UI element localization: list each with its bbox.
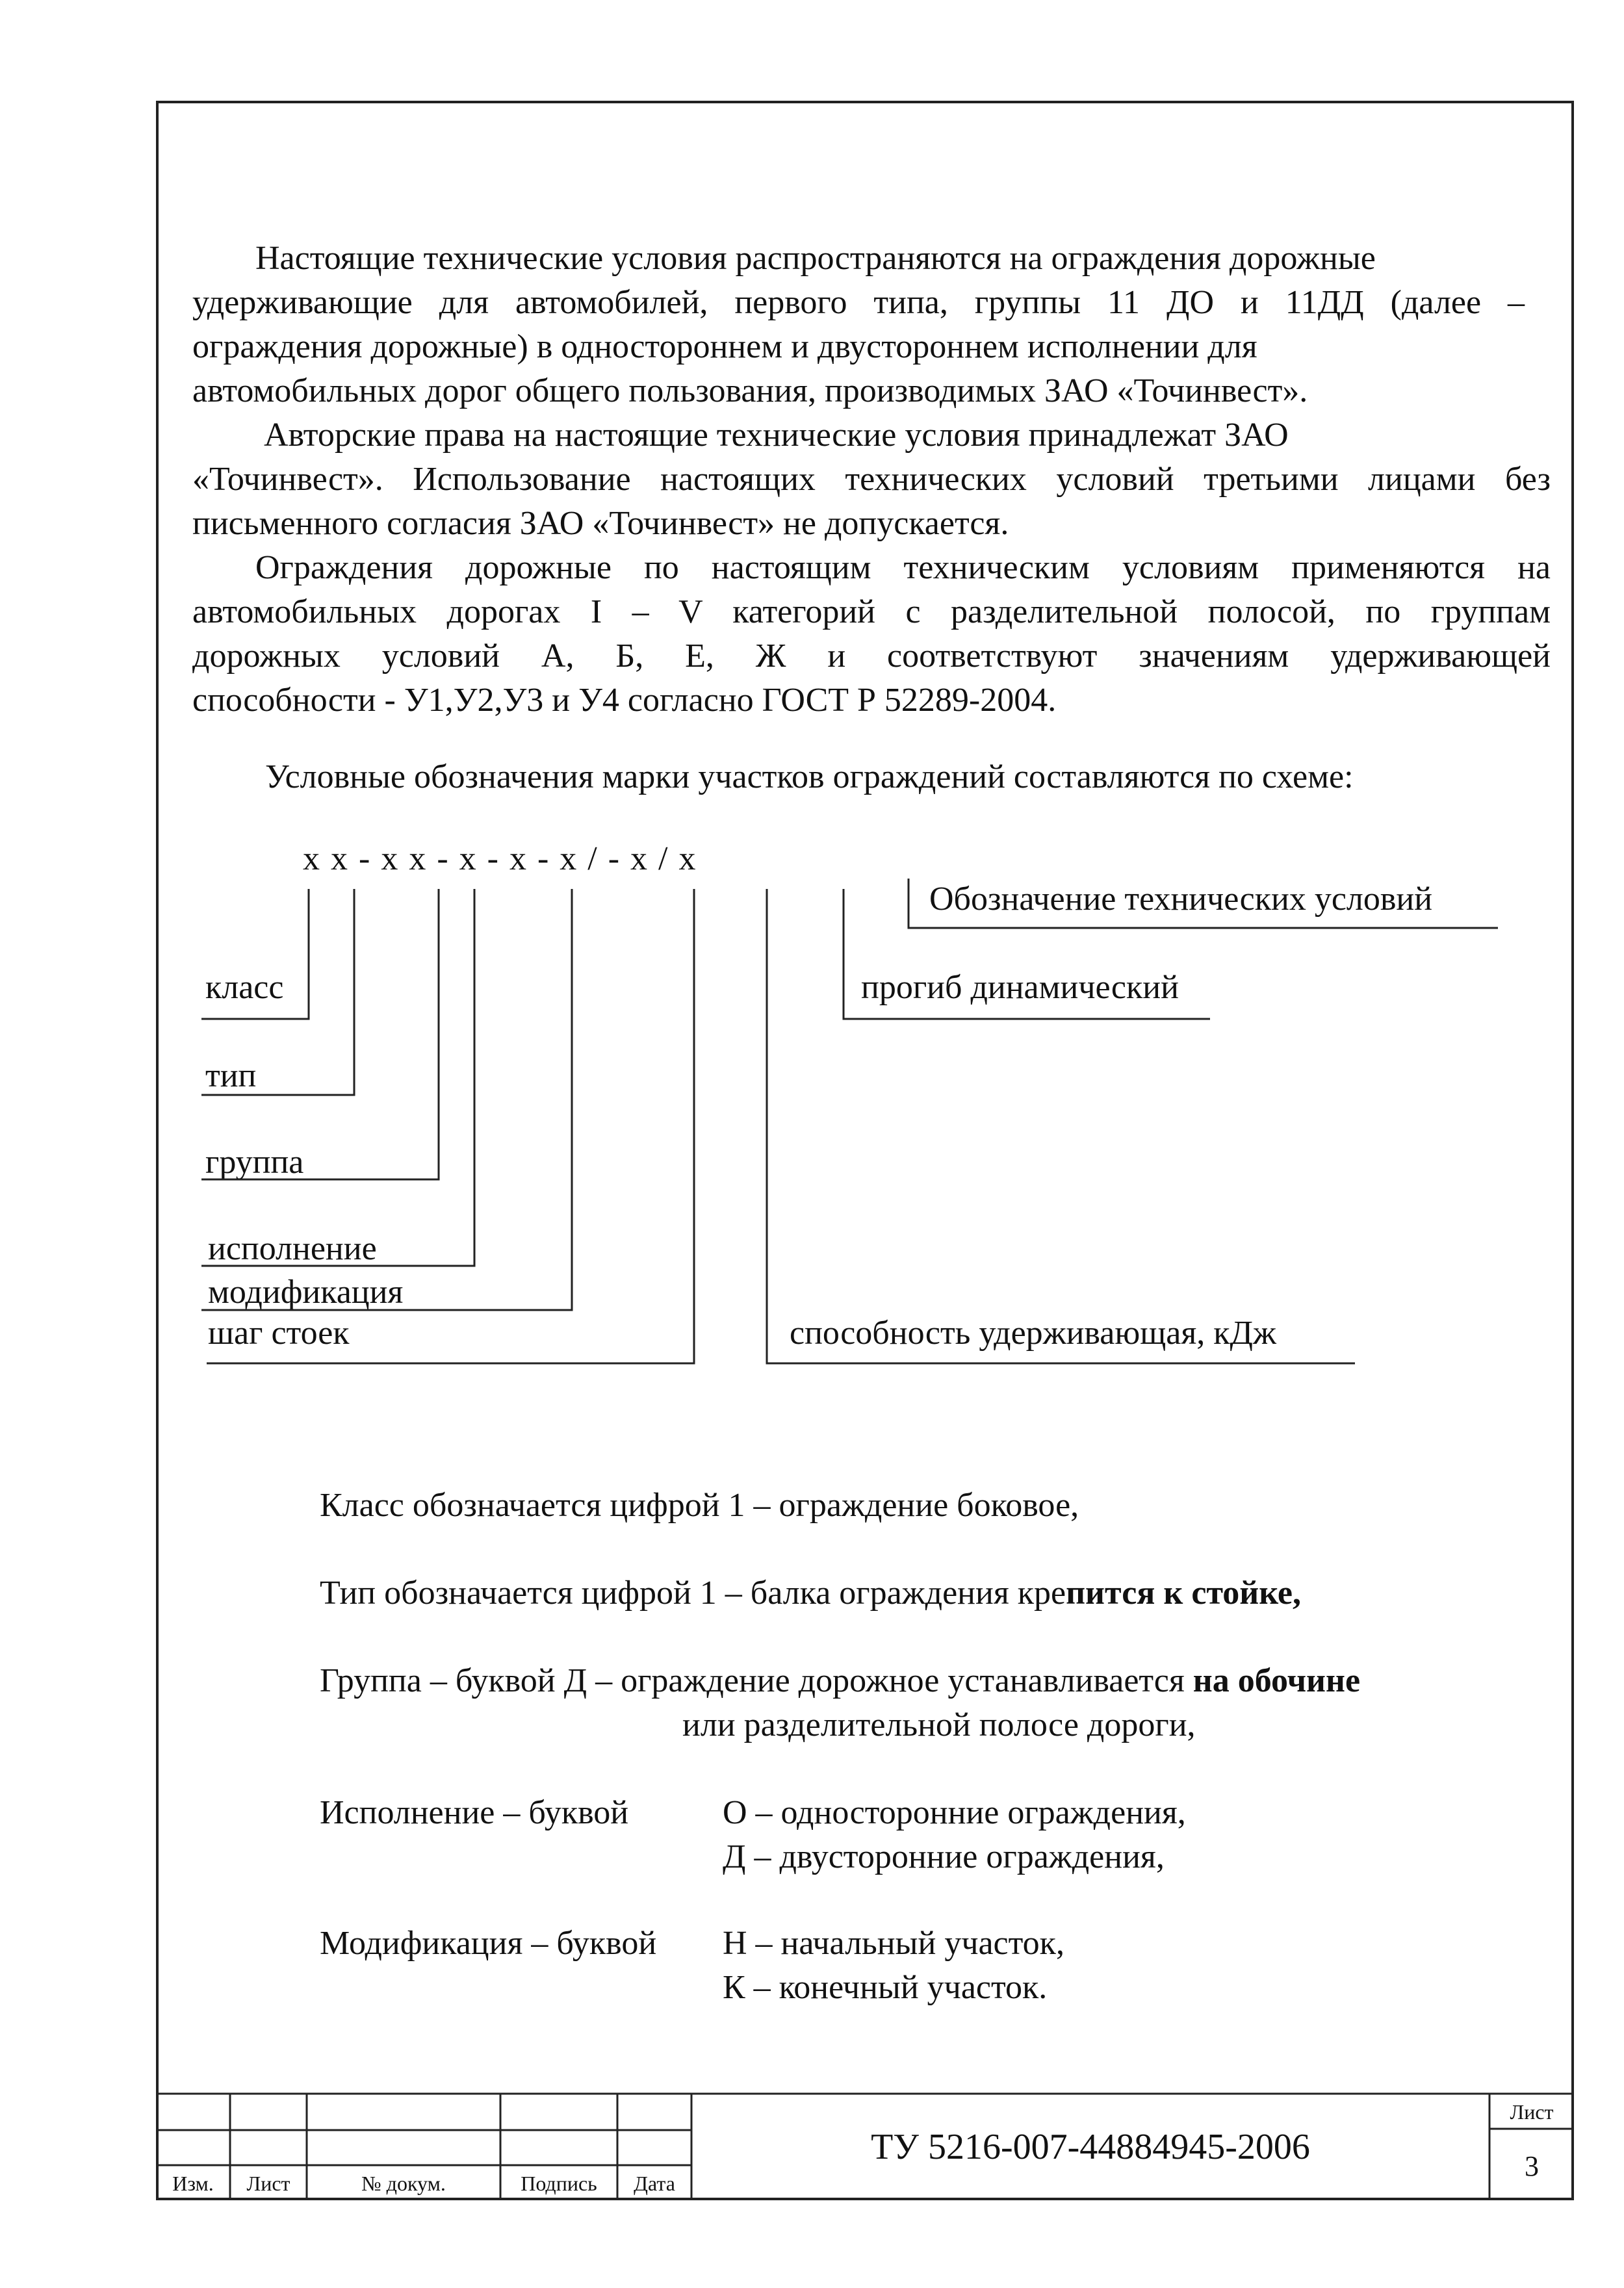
- intro-p1-line4: автомобильных дорог общего пользования, производимых ЗАО «Точинвест».: [192, 372, 1308, 409]
- intro-p1-line3: ограждения дорожные) в одностороннем и двустороннем исполнении для: [192, 328, 1257, 365]
- label-capacity: способность удерживающая, кДж: [790, 1315, 1276, 1352]
- label-deflection: прогиб динамический: [861, 969, 1179, 1006]
- intro-p2-line2: «Точинвест». Использование настоящих технических условий третьими лицами без: [192, 461, 1551, 498]
- tb-doc-no: № докум.: [361, 2172, 446, 2195]
- def-type-bold: пится к стойке,: [1066, 1575, 1302, 1612]
- intro-p3-line2: автомобильных дорогах I – V категорий с разделительной полосой, по группам: [192, 593, 1551, 630]
- def-class: Класс обозначается цифрой 1 – ограждение боковое,: [320, 1487, 1079, 1524]
- tb-sheet-number: 3: [1525, 2150, 1539, 2182]
- def-type-text: Тип обозначается цифрой 1 – балка ограждения кре: [320, 1575, 1066, 1612]
- label-tu: Обозначение технических условий: [929, 880, 1433, 918]
- intro-p3-line1: Ограждения дорожные по настоящим техническим условиям применяются на: [255, 549, 1551, 586]
- tb-document-code: ТУ 5216-007-44884945-2006: [871, 2127, 1310, 2167]
- label-execution: исполнение: [208, 1230, 377, 1267]
- tb-signature: Подпись: [521, 2172, 597, 2195]
- label-class: класс: [205, 969, 284, 1006]
- label-group: группа: [205, 1144, 304, 1181]
- label-type: тип: [205, 1057, 257, 1094]
- def-group: [320, 1659, 1360, 1703]
- intro-p3-line4: способности - У1,У2,У3 и У4 согласно ГОСТ Р 52289-2004.: [192, 682, 1057, 719]
- def-mod-2: К – конечный участок.: [723, 1969, 1048, 2006]
- def-exec-1: О – односторонние ограждения,: [723, 1794, 1186, 1831]
- scheme-intro: Условные обозначения марки участков ограждений составляются по схеме:: [265, 758, 1354, 795]
- tb-sheet-label: Лист: [1510, 2100, 1554, 2124]
- intro-p2-line1: Авторские права на настоящие технические условия принадлежат ЗАО: [264, 417, 1289, 454]
- intro-p3-line3: дорожных условий А, Б, Е, Ж и соответствуют значениям удерживающей: [192, 637, 1551, 675]
- intro-p1-line1: Настоящие технические условия распространяются на ограждения дорожные: [255, 240, 1376, 277]
- tb-izm: Изм.: [172, 2172, 214, 2195]
- def-group-text: Группа – буквой Д – ограждение дорожное устанавливается: [320, 1662, 1193, 1699]
- label-step: шаг стоек: [208, 1315, 350, 1352]
- label-modification: модификация: [208, 1274, 404, 1311]
- scheme-pattern: x x - x x - x - x - x / - x / x: [303, 840, 697, 877]
- def-mod-label: Модификация – буквой: [320, 1925, 657, 1962]
- def-group-cont: или разделительной полосе дороги,: [682, 1706, 1196, 1743]
- tb-date: Дата: [634, 2172, 675, 2195]
- def-exec-label: Исполнение – буквой: [320, 1794, 629, 1831]
- intro-p1-line2: удерживающие для автомобилей, первого типа, группы 11 ДО и 11ДД (далее –: [192, 284, 1525, 321]
- intro-p2-line3: письменного согласия ЗАО «Точинвест» не допускается.: [192, 505, 1009, 542]
- tb-list: Лист: [246, 2172, 290, 2195]
- def-mod-1: Н – начальный участок,: [723, 1925, 1064, 1962]
- def-group-bold: на обочине: [1192, 1662, 1361, 1699]
- def-exec-2: Д – двусторонние ограждения,: [723, 1838, 1165, 1875]
- def-type: [320, 1571, 1301, 1615]
